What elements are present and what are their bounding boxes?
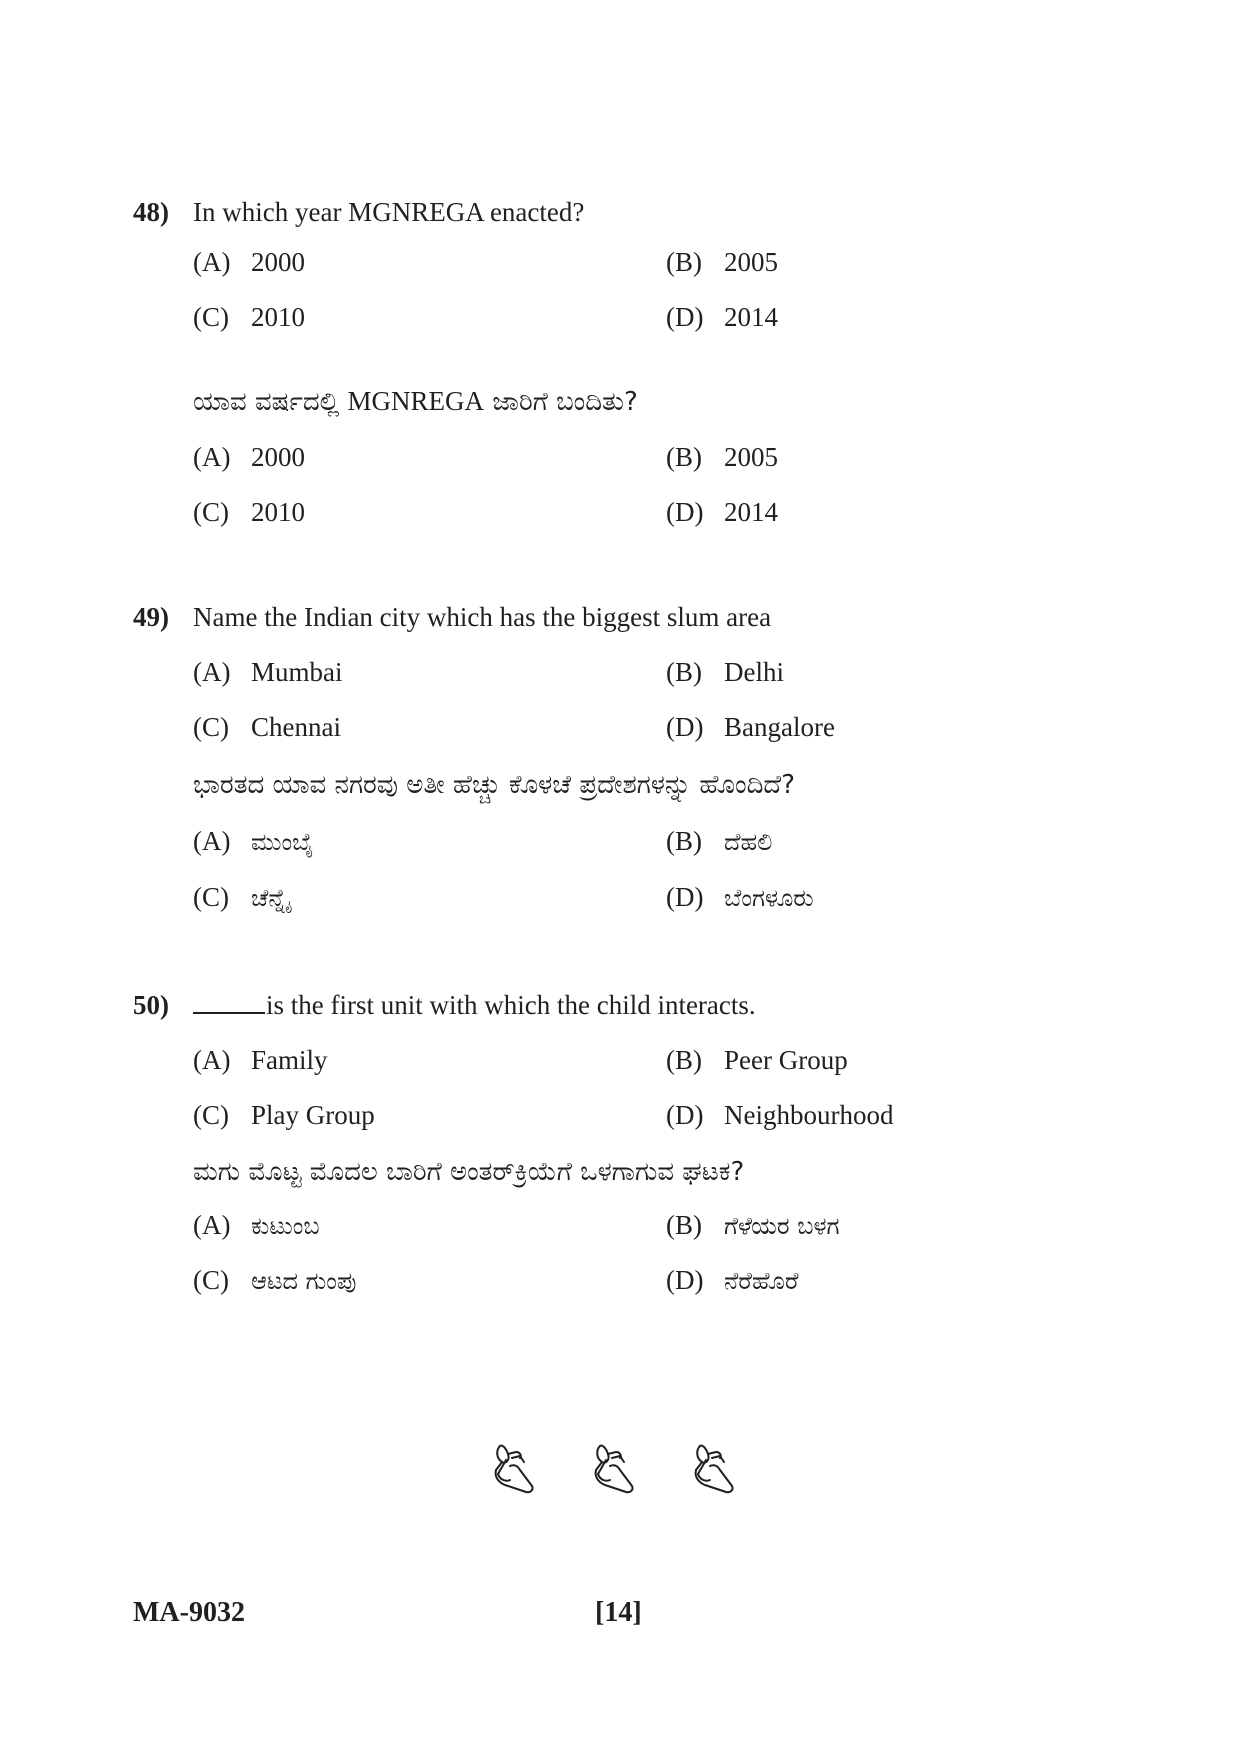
option-b-kn: (B) 2005 <box>666 442 778 472</box>
question-text: is the first unit with which the child interacts. <box>266 990 756 1020</box>
option-c-en: (C) Chennai <box>193 712 341 742</box>
option-a-kn: (A) ಮುಂಬೈ <box>193 826 314 856</box>
question-text-kannada: ಮಗು ಮೊಟ್ಟ ಮೊದಲ ಬಾರಿಗೆ ಅಂತರ್‌ಕ್ರಿಯೆಗೆ ಒಳಗಾಗುವ ಘಟಕ? <box>193 1157 745 1187</box>
question-stem <box>133 195 584 229</box>
end-ornaments <box>490 1440 760 1500</box>
option-c-en: (C) 2010 <box>193 302 305 332</box>
ok-hand-sign-icon <box>490 1440 538 1496</box>
option-c-en: (C) Play Group <box>193 1100 375 1130</box>
option-d-kn: (D) 2014 <box>666 497 778 527</box>
question-number: 49) <box>133 602 169 632</box>
question-stem <box>133 988 756 1022</box>
option-b-en: (B) Peer Group <box>666 1045 848 1075</box>
question-text: In which year MGNREGA enacted? <box>193 197 585 227</box>
option-c-kn: (C) ಆಟದ ಗುಂಪು <box>193 1265 357 1295</box>
option-a-en: (A) 2000 <box>193 247 305 277</box>
option-a-en: (A) Mumbai <box>193 657 343 687</box>
ok-hand-sign-icon <box>590 1440 638 1496</box>
option-a-en: (A) Family <box>193 1045 328 1075</box>
option-d-en: (D) Neighbourhood <box>666 1100 894 1130</box>
option-b-en: (B) Delhi <box>666 657 784 687</box>
paper-code: MA-9032 <box>133 1597 245 1628</box>
question-text: Name the Indian city which has the biggest slum area <box>193 602 772 632</box>
option-a-kn: (A) 2000 <box>193 442 305 472</box>
option-b-kn: (B) ದೆಹಲಿ <box>666 826 773 856</box>
question-stem <box>133 600 771 634</box>
option-d-en: (D) 2014 <box>666 302 778 332</box>
question-text-kannada: ಭಾರತದ ಯಾವ ನಗರವು ಅತೀ ಹೆಚ್ಚು ಕೊಳಚೆ ಪ್ರದೇಶಗಳನ್ನು ಹೊಂದಿದೆ? <box>193 770 796 800</box>
ok-hand-sign-icon <box>690 1440 738 1496</box>
option-d-en: (D) Bangalore <box>666 712 835 742</box>
question-number: 50) <box>133 990 169 1020</box>
option-d-kn: (D) ನೆರೆಹೊರೆ <box>666 1265 799 1295</box>
question-text-kannada: ಯಾವ ವರ್ಷದಲ್ಲಿ MGNREGA ಜಾರಿಗೆ ಬಂದಿತು? <box>193 386 638 417</box>
option-a-kn: (A) ಕುಟುಂಬ <box>193 1210 320 1240</box>
option-b-kn: (B) ಗೆಳೆಯರ ಬಳಗ <box>666 1210 840 1240</box>
option-b-en: (B) 2005 <box>666 247 778 277</box>
option-d-kn: (D) ಬೆಂಗಳೂರು <box>666 882 814 912</box>
question-number: 48) <box>133 197 169 227</box>
option-c-kn: (C) ಚೆನ್ನೈ <box>193 882 290 912</box>
fill-in-blank <box>193 990 265 1014</box>
option-c-kn: (C) 2010 <box>193 497 305 527</box>
page-number: [14] <box>595 1597 642 1628</box>
